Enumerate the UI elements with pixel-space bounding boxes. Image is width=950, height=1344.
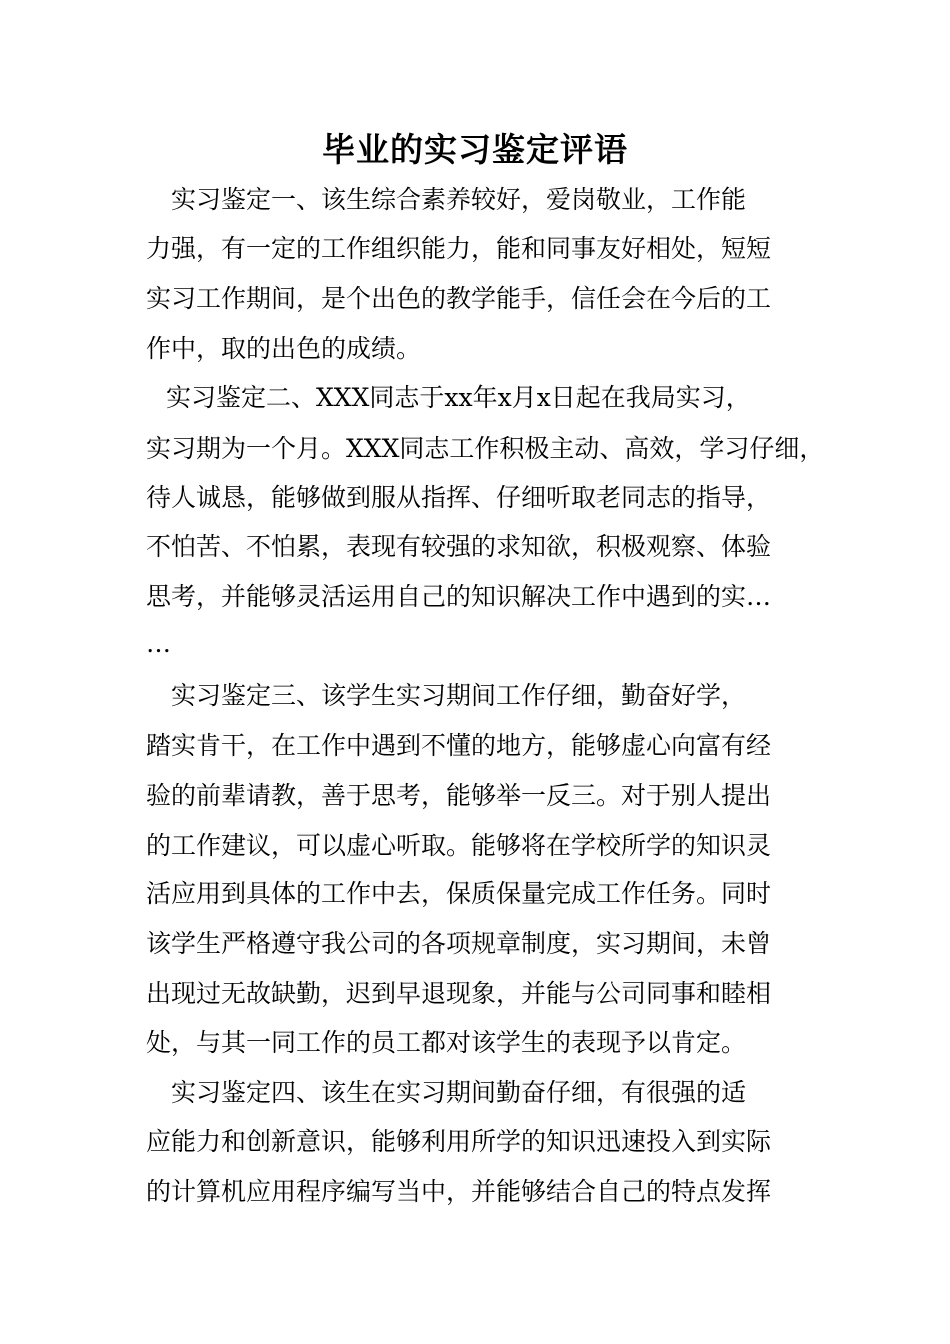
text-line: 的计算机应用程序编写当中，并能够结合自己的特点发挥 [146,1177,772,1206]
text-line: 不怕苦、不怕累，表现有较强的求知欲，积极观察、体验 [146,532,772,561]
text-line: 实习期为一个月。XXX同志工作积极主动、高效，学习仔细， [146,434,825,463]
text-line: 待人诚恳，能够做到服从指挥、仔细听取老同志的指导， [146,483,772,512]
text-line: 实习鉴定三、该学生实习期间工作仔细，勤奋好学， [146,681,747,710]
text-line: 实习工作期间，是个出色的教学能手，信任会在今后的工 [146,284,772,313]
text-line: 踏实肯干，在工作中遇到不懂的地方，能够虚心向富有经 [146,731,772,760]
text-line: 该学生严格遵守我公司的各项规章制度，实习期间，未曾 [146,929,772,958]
text-line: 处，与其一同工作的员工都对该学生的表现予以肯定。 [146,1028,747,1057]
text-line: 出现过无故缺勤，迟到早退现象，并能与公司同事和睦相 [146,979,772,1008]
text-line: 实习鉴定二、XXX同志于xx年x月x日起在我局实习， [141,383,751,412]
text-line: … [146,629,171,658]
text-line: 的工作建议，可以虚心听取。能够将在学校所学的知识灵 [146,831,772,860]
text-line: 实习鉴定一、该生综合素养较好，爱岗敬业，工作能 [146,185,747,214]
text-line: 验的前辈请教，善于思考，能够举一反三。对于别人提出 [146,781,772,810]
text-line: 力强，有一定的工作组织能力，能和同事友好相处，短短 [146,234,772,263]
document-title: 毕业的实习鉴定评语 [322,130,628,169]
text-line: 作中，取的出色的成绩。 [146,334,422,363]
text-line: 应能力和创新意识，能够利用所学的知识迅速投入到实际 [146,1127,772,1156]
text-line: 实习鉴定四、该生在实习期间勤奋仔细，有很强的适 [146,1078,747,1107]
text-line: 活应用到具体的工作中去，保质保量完成工作任务。同时 [146,879,772,908]
text-line: 思考，并能够灵活运用自己的知识解决工作中遇到的实… [146,582,772,611]
